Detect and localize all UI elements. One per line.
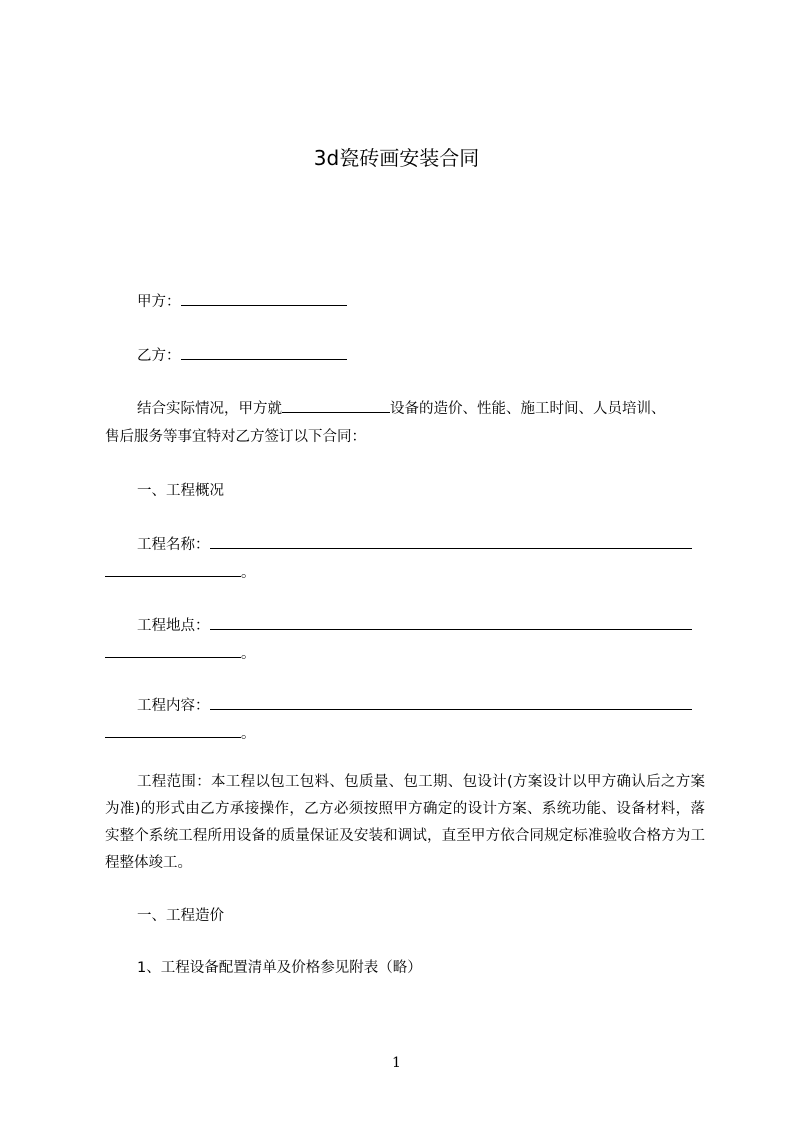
scope-paragraph: 工程范围：本工程以包工包料、包质量、包工期、包设计(方案设计以甲方确认后之方案为准)的形式由乙方承接操作，乙方必须按照甲方确定的设计方案、系统功能、设备材料，落实整个系统工程所用设备的质量保证及安装和调试，直至甲方依合同规定标准验收合格方为工程整体竣工。 [105,774,705,871]
project-name-label: 工程名称： [137,537,210,553]
intro-line-2: 售后服务等事宜特对乙方签订以下合同： [105,429,366,445]
intro-prefix: 结合实际情况，甲方就 [137,401,282,417]
party-a-blank[interactable] [181,290,347,306]
project-location-blank-2[interactable] [105,642,241,658]
party-a-line [137,290,705,312]
page-number: 1 [392,1055,401,1071]
section-2-heading: 一、工程造价 [137,908,224,924]
project-name-blank[interactable] [210,533,692,549]
project-name-line [137,533,705,555]
party-a-label: 甲方： [137,294,181,310]
party-b-line [137,344,705,366]
project-content-label: 工程内容： [137,698,210,714]
party-b-label: 乙方： [137,348,181,364]
item-1: 1、工程设备配置清单及价格参见附表（略） [137,960,422,976]
intro-line-1 [137,397,717,419]
project-content-line [137,694,705,716]
project-location-line-2 [105,642,705,664]
party-b-blank[interactable] [181,344,347,360]
project-content-blank[interactable] [210,694,692,710]
section-1-heading: 一、工程概况 [137,483,224,499]
project-location-line [137,614,705,636]
document-title: 3d瓷砖画安装合同 [313,146,480,170]
project-location-label: 工程地点： [137,618,210,634]
project-name-blank-2[interactable] [105,561,241,577]
project-name-line-2 [105,561,705,583]
period: 。 [241,646,256,662]
project-content-blank-2[interactable] [105,722,241,738]
equipment-blank[interactable] [282,397,390,413]
project-content-line-2 [105,722,705,744]
project-location-blank[interactable] [210,614,692,630]
period: 。 [241,565,256,581]
period: 。 [241,726,256,742]
intro-suffix: 设备的造价、性能、施工时间、人员培训、 [390,401,666,417]
